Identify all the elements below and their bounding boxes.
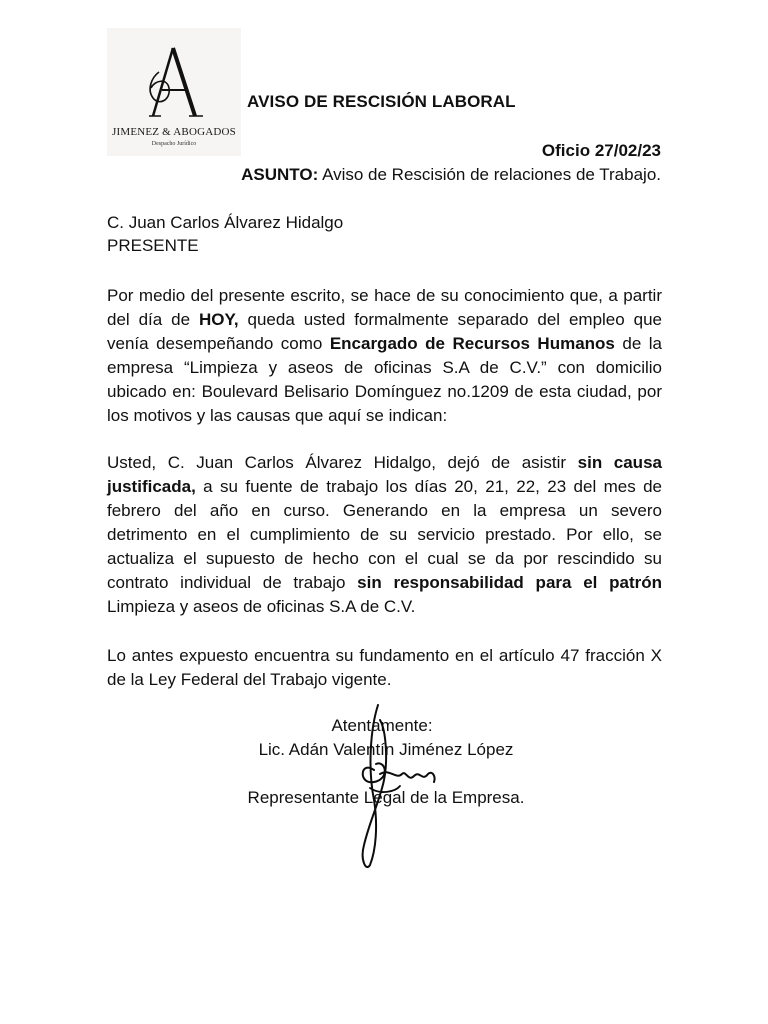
- closing-greeting: Atentamente:: [331, 716, 433, 735]
- p2-bold-cause: sin causa justificada,: [107, 453, 662, 496]
- subject-text: Aviso de Rescisión de relaciones de Trabajo.: [322, 165, 661, 184]
- paragraph-reasons: [107, 451, 662, 619]
- p1-text-2: queda usted formalmente separado del empleo que venía desempeñando como: [107, 310, 662, 353]
- paragraph-notice: [107, 284, 662, 428]
- logo-firm-name: JIMENEZ & ABOGADOS: [112, 126, 236, 138]
- p1-text-1: Por medio del presente escrito, se hace de su conocimiento que, a partir del día de: [107, 286, 662, 329]
- p1-bold-position: Encargado de Recursos Humanos: [329, 334, 615, 353]
- logo-monogram-icon: [107, 28, 241, 128]
- p2-bold-responsibility: sin responsabilidad para el patrón: [357, 573, 663, 592]
- subject-label: ASUNTO:: [241, 165, 319, 184]
- firm-logo: [107, 28, 241, 156]
- logo-tagline: Despacho Jurídico: [151, 141, 197, 147]
- p1-bold-hoy: HOY,: [198, 310, 239, 329]
- p1-text-3: de la empresa “Limpieza y aseos de oficinas S.A de C.V.” con domicilio ubicado en: Boulevard Belisario Domínguez no.1209 de esta ciudad, por los motivos y las causas que aquí se indican:: [107, 334, 662, 425]
- handwritten-signature: [340, 700, 450, 875]
- recipient-name: C. Juan Carlos Álvarez Hidalgo: [107, 213, 344, 232]
- signer-name: Lic. Adán Valentín Jiménez López: [258, 740, 514, 759]
- signer-role: Representante Legal de la Empresa.: [247, 788, 525, 807]
- subject-line: [241, 165, 661, 185]
- oficio-number: Oficio 27/02/23: [541, 141, 661, 160]
- p2-text-2: a su fuente de trabajo los días 20, 21, 22, 23 del mes de febrero del año en curso. Generando en la empresa un severo detrimento en el cumplimiento de su servicio prestado. Por ello, se actualiza el supuesto de hecho con el cual se da por rescindido su contrato individual de trabajo: [107, 477, 662, 592]
- paragraph-legal-basis: Lo antes expuesto encuentra su fundamento en el artículo 47 fracción X de la Ley Federal del Trabajo vigente.: [107, 646, 662, 689]
- document-title: AVISO DE RESCISIÓN LABORAL: [247, 92, 516, 111]
- presente-label: PRESENTE: [107, 236, 199, 255]
- p2-text-3: Limpieza y aseos de oficinas S.A de C.V.: [107, 597, 416, 616]
- p2-text-1: Usted, C. Juan Carlos Álvarez Hidalgo, dejó de asistir: [107, 453, 578, 472]
